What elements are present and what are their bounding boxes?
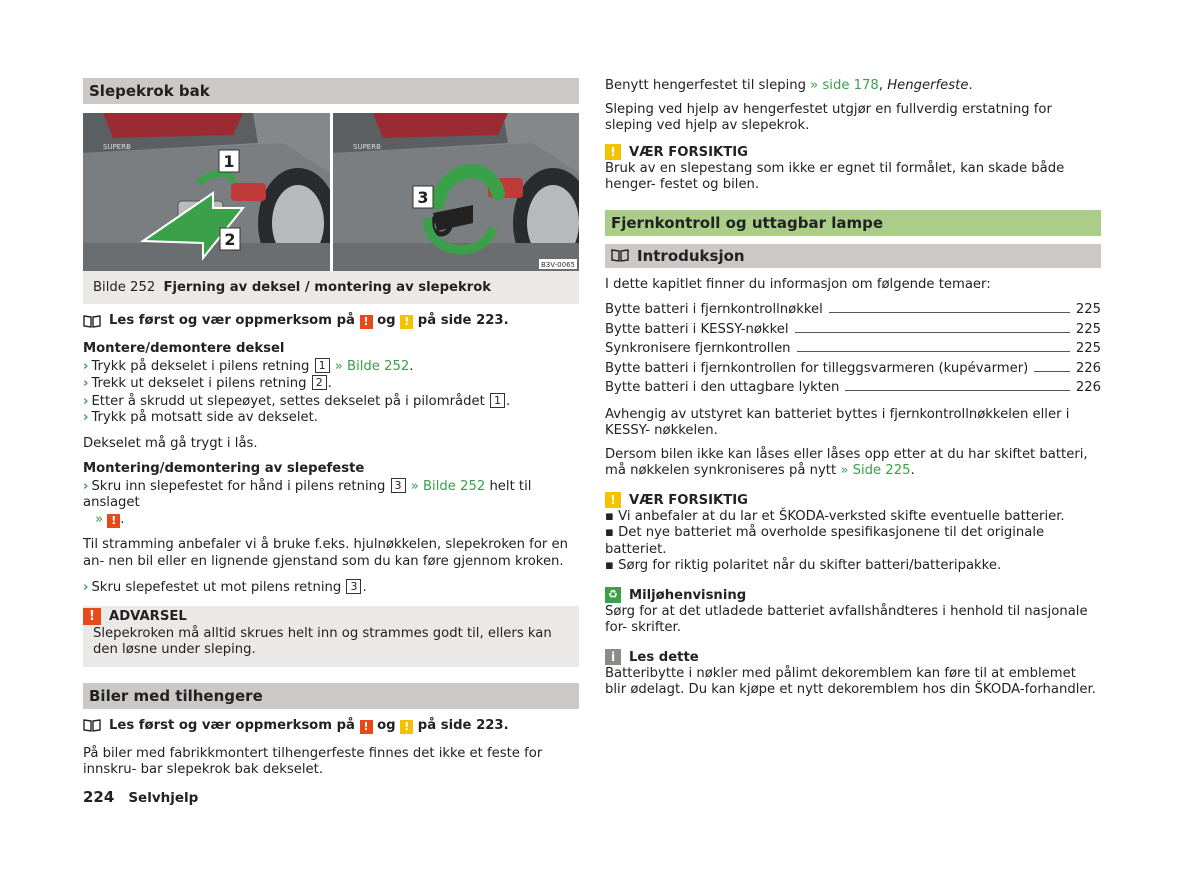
car-rear-illustration-2 [333, 113, 579, 271]
step-arrow-icon: › [83, 478, 89, 494]
note-title: i Les dette [605, 649, 1101, 666]
caution-2-title: ! VÆR FORSIKTIG [605, 492, 1101, 509]
warning-title: ADVARSEL [109, 609, 187, 624]
caution-icon: ! [605, 144, 621, 160]
subheading-cover: Montere/demontere deksel [83, 341, 285, 356]
photo-install-hook [333, 113, 580, 271]
book-icon [611, 249, 629, 262]
note-body: Batteribytte i nøkler med pålimt dekoremblem kan føre til at emblemet blir ødelagt. Du kan kjøpe et nytt dekoremblem hos din ŠKODA-forhandler. [605, 665, 1096, 697]
read-first-and: og [377, 717, 396, 733]
callout-box: 3 [346, 579, 361, 594]
step-1: › Trykk på dekselet i pilens retning 1 » Bilde 252. [83, 358, 414, 374]
car-rear-illustration-1 [83, 113, 330, 271]
step-arrow-icon: › [83, 358, 89, 374]
step-2: › Trekk ut dekselet i pilens retning 2 . [83, 376, 332, 391]
caution-bullet: ▪ Vi anbefaler at du lar et ŠKODA-verksted skifte eventuelle batterier. [605, 508, 1065, 524]
toc-item[interactable]: Bytte batteri i fjernkontrollnøkkel 225 [605, 302, 1101, 317]
page-number: 224 [83, 788, 115, 806]
callout-1: 1 [223, 152, 235, 171]
figure-code: B3V-0065 [540, 261, 575, 269]
paragraph-trailer: På biler med fabrikkmontert tilhengerfeste finnes det ikke et feste for innskru- bar slepekrok bak dekselet. [83, 745, 543, 777]
callout-box: 2 [312, 375, 327, 390]
page-link[interactable]: » side 178 [810, 78, 879, 93]
read-first-and: og [377, 313, 396, 328]
book-icon [83, 719, 101, 732]
step-arrow-icon: › [83, 393, 89, 409]
step-screw-in: › Skru inn slepefestet for hånd i pilens retning 3 » Bilde 252 helt til anslaget » ! . [83, 478, 532, 527]
caution-1-body: Bruk av en slepestang som ikke er egnet til formålet, kan skade både henger- festet og bilen. [605, 160, 1065, 192]
caution-icon: ! [605, 492, 621, 508]
step-arrow-icon: › [83, 580, 89, 595]
warning-icon: ! [83, 608, 101, 625]
page-footer [83, 788, 198, 806]
section-heading-intro [605, 244, 1101, 268]
caption-text: Fjerning av deksel / montering av slepekrok [163, 280, 492, 295]
warning-body: Slepekroken må alltid skrues helt inn og strammes godt til, ellers kan den løsne under sleping. [93, 625, 552, 657]
caution-icon: ! [400, 315, 413, 329]
subheading-towhook: Montering/demontering av slepefeste [83, 461, 365, 476]
caption-number: Bilde 252 [93, 280, 156, 295]
chapter-heading: Fjernkontroll og uttagbar lampe [605, 210, 1101, 236]
caution-bullet: ▪ Sørg for riktig polaritet når du skifter batteri/batteripakke. [605, 558, 1002, 573]
callout-box: 3 [391, 478, 406, 493]
paragraph-locked: Dekselet må gå trygt i lås. [83, 435, 258, 451]
car-badge: SUPERB [103, 143, 131, 151]
paragraph-hitch-2: Sleping ved hjelp av hengerfestet utgjør en fullverdig erstatning for sleping ved hjelp av slepekrok. [605, 101, 1052, 133]
section-heading-towbar: Slepekrok bak [83, 78, 579, 104]
step-arrow-icon: › [83, 376, 89, 391]
page-link[interactable]: » Side 225 [840, 463, 911, 478]
warning-icon: ! [107, 514, 120, 528]
callout-3: 3 [416, 188, 429, 207]
warning-icon: ! [360, 720, 373, 734]
paragraph-sync: Dersom bilen ikke kan låses eller låses opp etter at du har skiftet batteri, må nøkkelen synkroniseres på nytt » Side 225. [605, 446, 1088, 478]
read-first-note-2 [83, 718, 579, 734]
figure-link[interactable]: » Bilde 252 [410, 478, 486, 494]
step-3: › Etter å skrudd ut slepeøyet, settes dekselet på i pilområdet 1 . [83, 393, 511, 409]
caution-icon: ! [400, 720, 413, 734]
env-title: ♻ Miljøhenvisning [605, 587, 1101, 604]
paragraph-hitch: Benytt hengerfestet til sleping » side 178, Hengerfeste. [605, 78, 973, 93]
read-first-note [83, 313, 579, 329]
read-first-text: Les først og vær oppmerksom på [109, 717, 355, 733]
callout-box: 1 [490, 393, 505, 408]
caution-bullet: ▪ Det nye batteriet må overholde spesifikasjonene til det originale batteriet. [605, 525, 1045, 557]
figure-caption [83, 271, 579, 304]
callout-box: 1 [315, 358, 330, 373]
read-first-text: Les først og vær oppmerksom på [109, 313, 355, 328]
toc-list [605, 300, 1101, 398]
step-arrow-icon: › [83, 410, 89, 425]
figure-link[interactable]: » Bilde 252 [334, 358, 410, 374]
warning-link[interactable]: » [95, 511, 104, 527]
recycle-icon: ♻ [605, 587, 621, 603]
photo-remove-cover [83, 113, 330, 271]
paragraph-tighten: Til stramming anbefaler vi å bruke f.eks. hjulnøkkelen, slepekroken for en an- nen bil eller en lignende gjenstand som du kan føre gjennom kroken. [83, 537, 568, 569]
paragraph-kessy: Avhengig av utstyret kan batteriet byttes i fjernkontrollnøkkelen eller i KESSY- nøkkelen. [605, 406, 1070, 438]
book-icon [83, 315, 101, 328]
step-4: › Trykk på motsatt side av dekselet. [83, 410, 318, 425]
section-heading-trailer: Biler med tilhengere [83, 683, 579, 709]
left-column [83, 78, 579, 779]
step-unscrew: › Skru slepefestet ut mot pilens retning 3 . [83, 580, 367, 595]
footer-section: Selvhjelp [128, 790, 199, 806]
toc-item[interactable]: Bytte batteri i den uttagbare lykten 226 [605, 380, 1101, 395]
intro-text: I dette kapitlet finner du informasjon om følgende temaer: [605, 276, 991, 292]
read-first-page: på side 223. [417, 717, 509, 733]
callout-2: 2 [224, 230, 236, 249]
caution-1-title: ! VÆR FORSIKTIG [605, 144, 1101, 161]
warning-icon: ! [360, 315, 373, 329]
toc-item[interactable]: Synkronisere fjernkontrollen 225 [605, 341, 1101, 356]
read-first-page: på side 223. [417, 313, 509, 328]
figure-252 [83, 113, 579, 271]
car-badge-2: SUPERB [352, 143, 381, 151]
right-column [605, 78, 1101, 699]
toc-item[interactable]: Bytte batteri i fjernkontrollen for tilleggsvarmeren (kupévarmer) 226 [605, 360, 1101, 376]
toc-item[interactable]: Bytte batteri i KESSY-nøkkel 225 [605, 321, 1101, 337]
intro-title: Introduksjon [637, 246, 745, 265]
warning-box [83, 606, 579, 667]
env-body: Sørg for at det utladede batteriet avfallshåndteres i henhold til nasjonale for- skrifter. [605, 603, 1088, 635]
info-icon: i [605, 649, 621, 665]
